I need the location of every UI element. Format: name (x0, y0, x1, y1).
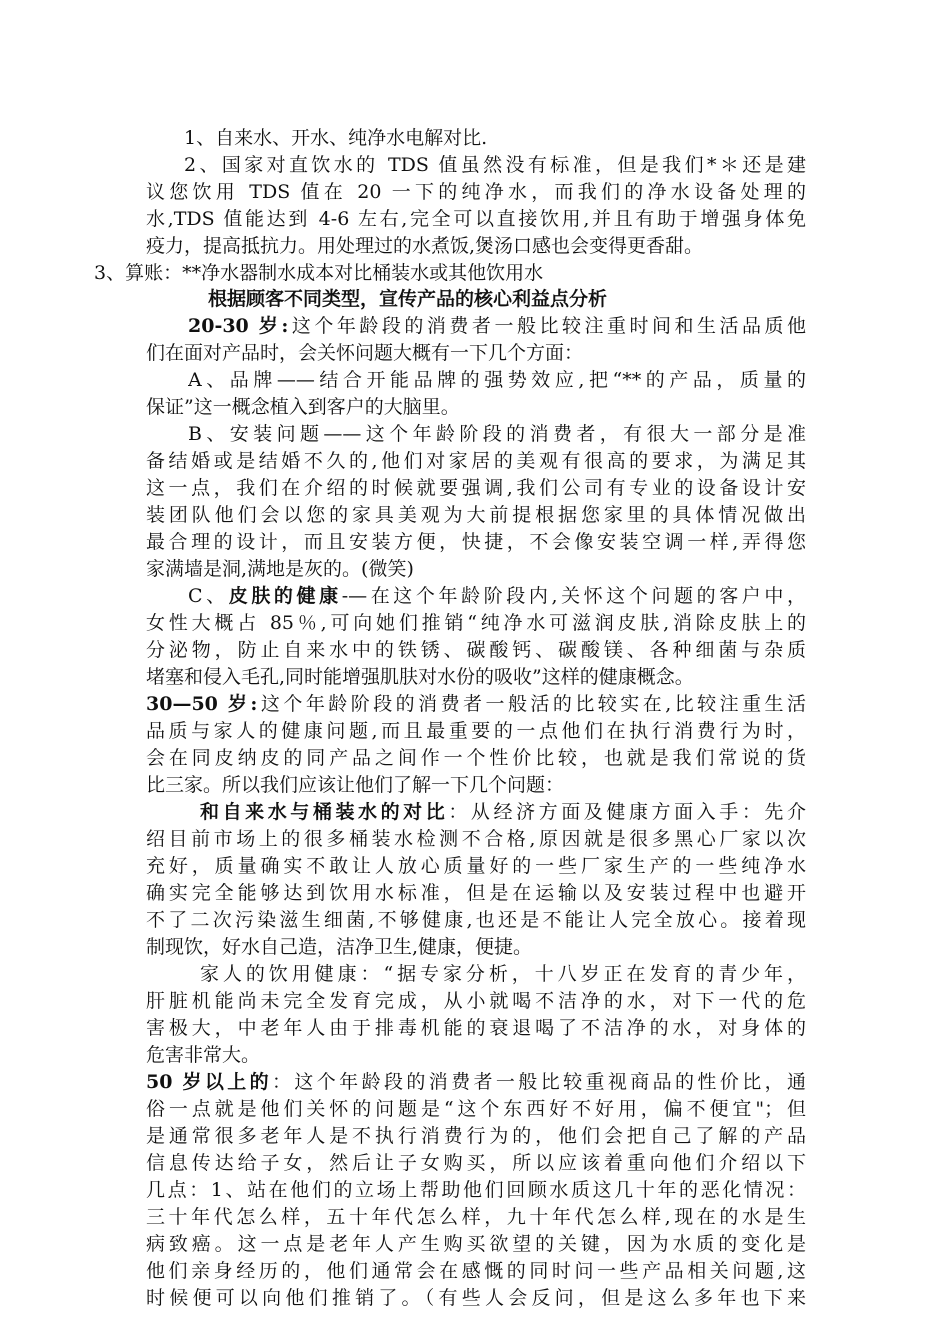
compare-line: 确实完全能够达到饮用水标准，但是在运输以及安装过程中也避开 (146, 882, 806, 904)
item-b-line: B、安装问题——这个年龄阶段的消费者，有很大一部分是准 (188, 423, 806, 445)
age-30-50-line: 30—50 岁:这个年龄阶段的消费者一般活的比较实在,比较注重生活 (146, 693, 806, 715)
list-item-1: 1、自来水、开水、纯净水电解对比. (184, 127, 488, 149)
age-50-plus-line: 他们亲身经历的，他们通常会在感慨的同时问一些产品相关问题,这 (146, 1260, 806, 1282)
family-health-line: 肝脏机能尚未完全发育完成，从小就喝不洁净的水，对下一代的危 (146, 990, 806, 1012)
age-50-plus-line: 三十年代怎么样，五十年代怎么样，九十年代怎么样,现在的水是生 (146, 1206, 806, 1228)
list-item-3: 3、算账：**净水器制水成本对比桶装水或其他饮用水 (94, 262, 544, 284)
item-a-line: 保证”这一概念植入到客户的大脑里。 (146, 396, 460, 418)
item-c-line: 女性大概占 85％,可向她们推销“纯净水可滋润皮肤,消除皮肤上的 (146, 612, 806, 634)
age-50-plus-line: 是通常很多老年人是不执行消费行为的，他们会把自己了解的产品 (146, 1125, 806, 1147)
age-30-50-line: 品质与家人的健康问题,而且最重要的一点他们在执行消费行为时， (146, 720, 806, 742)
section-heading: 根据顾客不同类型，宣传产品的核心利益点分析 (208, 288, 608, 310)
age-30-50-line: 会在同皮纳皮的同产品之间作一个性价比较，也就是我们常说的货 (146, 747, 806, 769)
family-health-line: 害极大，中老年人由于排毒机能的衰退喝了不洁净的水，对身体的 (146, 1017, 806, 1039)
age-label: 30—50 岁: (146, 693, 258, 715)
age-50-plus-line: 病致癌。这一点是老年人产生购买欲望的关键，因为水质的变化是 (146, 1233, 806, 1255)
paragraph-tds-line: 水,TDS 值能达到 4-6 左右,完全可以直接饮用,并且有助于增强身体免 (146, 208, 806, 230)
compare-line: 制现饮，好水自己造，洁净卫生,健康，便捷。 (146, 936, 533, 958)
compare-line: 不了二次污染滋生细菌,不够健康,也还是不能让人完全放心。接着现 (146, 909, 806, 931)
item-b-line: 备结婚或是结婚不久的,他们对家居的美观有很高的要求，为满足其 (146, 450, 806, 472)
compare-line: 绍目前市场上的很多桶装水检测不合格,原因就是很多黑心厂家以次 (146, 828, 806, 850)
paragraph-tds-line: 疫力，提高抵抗力。用处理过的水煮饭,煲汤口感也会变得更香甜。 (146, 235, 704, 257)
age-30-50-line: 比三家。所以我们应该让他们了解一下几个问题： (146, 774, 565, 796)
age-20-30-line: 20-30 岁:这个年龄段的消费者一般比较注重时间和生活品质他 (188, 315, 806, 337)
age-50-plus-line: 50 岁以上的：这个年龄段的消费者一般比较重视商品的性价比，通 (146, 1071, 806, 1093)
item-b-line: 最合理的设计，而且安装方便，快捷，不会像安装空调一样,弄得您 (146, 531, 806, 553)
age-label: 50 岁以上的 (146, 1071, 273, 1093)
item-c-line: 分泌物，防止自来水中的铁锈、碳酸钙、碳酸镁、各种细菌与杂质 (146, 639, 806, 661)
skin-health-label: 皮肤的健康 (228, 585, 342, 607)
age-50-plus-line: 时候便可以向他们推销了。（有些人会反问，但是这么多年也下来 (146, 1287, 806, 1309)
paragraph-tds-line: 议您饮用 TDS 值在 20 一下的纯净水，而我们的净水设备处理的 (146, 181, 806, 203)
item-c-line: C、皮肤的健康-—在这个年龄阶段内,关怀这个问题的客户中， (188, 585, 806, 607)
age-50-plus-line: 几点：1、站在他们的立场上帮助他们回顾水质这几十年的恶化情况： (146, 1179, 806, 1201)
compare-line: 充好，质量确实不敢让人放心质量好的一些厂家生产的一些纯净水 (146, 855, 806, 877)
age-50-plus-line: 俗一点就是他们关怀的问题是“这个东西好不好用，偏不便宜"；但 (146, 1098, 806, 1120)
compare-line: 和自来水与桶装水的对比：从经济方面及健康方面入手：先介 (200, 801, 806, 823)
family-health-line: 家人的饮用健康：“据专家分析，十八岁正在发育的青少年， (200, 963, 806, 985)
age-20-30-line: 们在面对产品时，会关怀问题大概有一下几个方面： (146, 342, 584, 364)
family-health-line: 危害非常大。 (146, 1044, 261, 1066)
item-b-line: 家满墙是洞,满地是灰的。(微笑) (146, 558, 414, 580)
item-b-line: 这一点，我们在介绍的时候就要强调,我们公司有专业的设备设计安 (146, 477, 806, 499)
paragraph-tds-line: 2、国家对直饮水的 TDS 值虽然没有标准，但是我们*＊还是建 (184, 154, 806, 176)
item-a-line: A、品牌——结合开能品牌的强势效应,把“**的产品，质量的 (188, 369, 806, 391)
item-b-line: 装团队他们会以您的家具美观为大前提根据您家里的具体情况做出 (146, 504, 806, 526)
age-label: 20-30 岁: (188, 315, 289, 337)
age-50-plus-line: 信息传达给子女，然后让子女购买，所以应该着重向他们介绍以下 (146, 1152, 806, 1174)
item-c-line: 堵塞和侵入毛孔,同时能增强肌肤对水份的吸收”这样的健康概念。 (146, 666, 694, 688)
compare-label: 和自来水与桶装水的对比 (200, 801, 449, 823)
